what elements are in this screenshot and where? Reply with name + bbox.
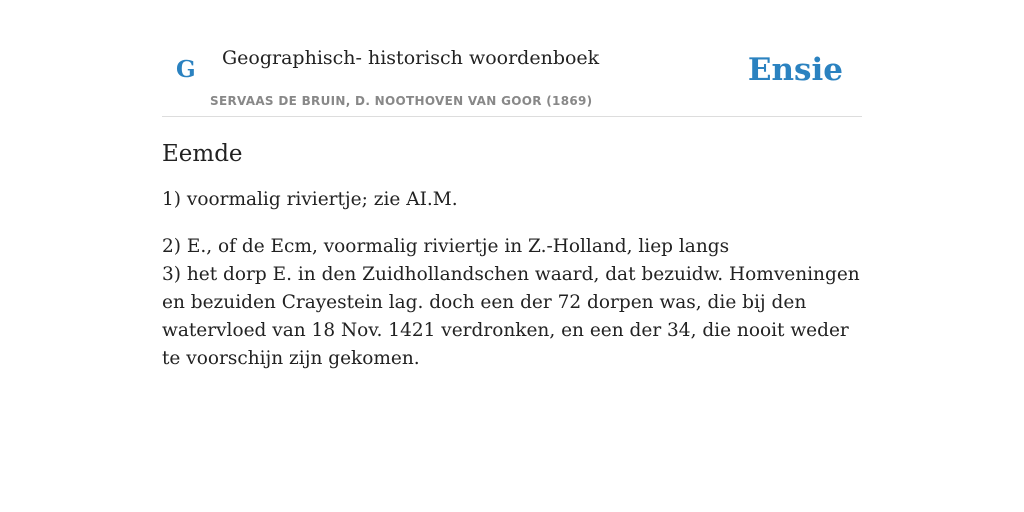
book-authors: SERVAAS DE BRUIN, D. NOOTHOVEN VAN GOOR (1869) [210,94,593,108]
definition-2: 2) E., of de Ecm, voormalig riviertje in Z.-Holland, liep langs [162,236,730,257]
entry-title: Eemde [162,141,243,167]
book-header [162,0,862,117]
ensie-logo-link[interactable]: Ensie [747,52,843,88]
definition-3: 3) het dorp E. in den Zuidhollandschen waard, dat bezuidw. Homveningen en bezuiden Crayestein lag. doch een der 72 dorpen was, die bij den watervloed van 18 Nov. 1421 verdronken, en een der 34, die nooit weder te voorschijn zijn gekomen. [162,264,860,369]
book-logo-letter[interactable]: G [176,56,196,83]
definition-1: 1) voormalig riviertje; zie AI.M. [162,189,458,210]
book-title-link[interactable]: Geographisch- historisch woordenboek [222,47,600,69]
entry-content [162,136,862,373]
